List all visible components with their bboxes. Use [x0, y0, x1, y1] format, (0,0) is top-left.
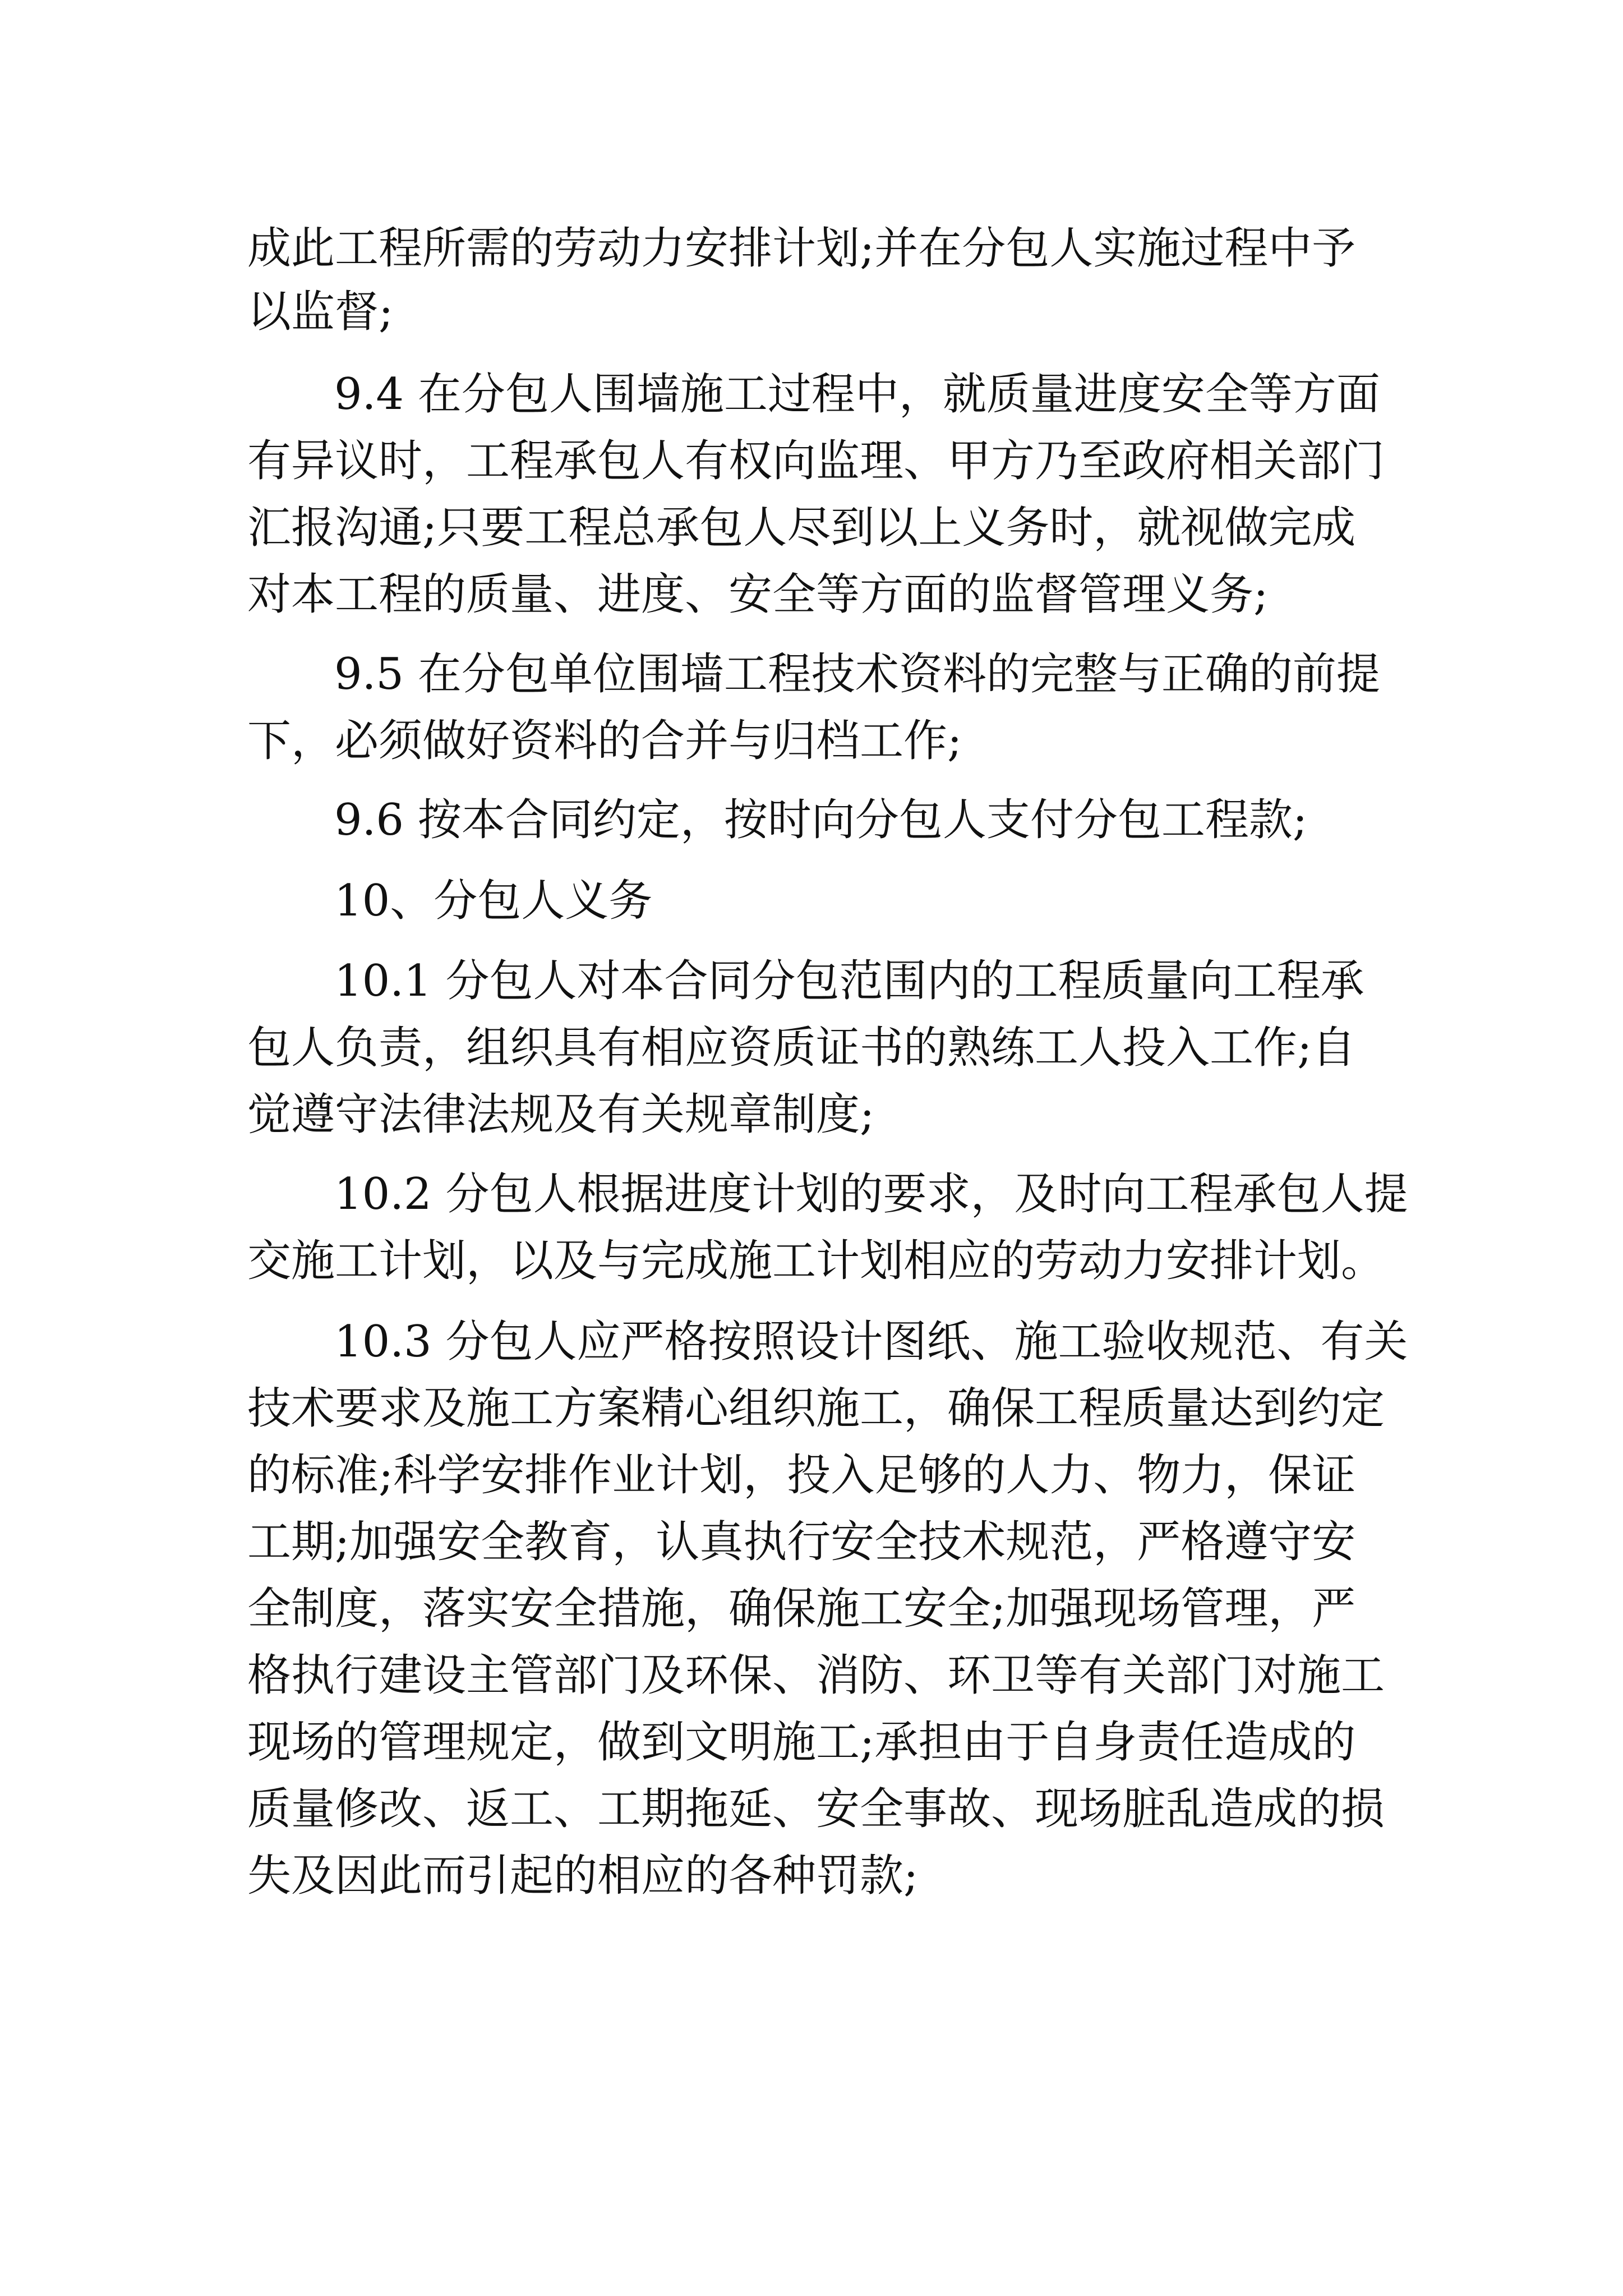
text-line: 质量修改、返工、工期拖延、安全事故、现场脏乱造成的损	[247, 1784, 1385, 1834]
text-line: 工期;加强安全教育，认真执行安全技术规范，严格遵守安	[247, 1517, 1356, 1567]
clause-9-6-line: 9.6 按本合同约定，按时向分包人支付分包工程款;	[334, 795, 1308, 845]
clause-10-1-line: 10.1 分包人对本合同分包范围内的工程质量向工程承	[334, 956, 1364, 1006]
text-line: 有异议时，工程承包人有权向监理、甲方乃至政府相关部门	[247, 436, 1385, 486]
section-heading-10: 10、分包人义务	[334, 876, 653, 926]
text-line: 技术要求及施工方案精心组织施工，确保工程质量达到约定	[247, 1383, 1385, 1434]
text-line: 下，必须做好资料的合并与归档工作;	[247, 716, 962, 766]
text-line: 全制度，落实安全措施，确保施工安全;加强现场管理，严	[247, 1584, 1356, 1634]
text-line: 成此工程所需的劳动力安排计划;并在分包人实施过程中予	[247, 223, 1356, 274]
text-line: 对本工程的质量、进度、安全等方面的监督管理义务;	[247, 569, 1269, 620]
text-line: 的标准;科学安排作业计划，投入足够的人力、物力，保证	[247, 1450, 1356, 1501]
clause-9-4-line: 9.4 在分包人围墙施工过程中，就质量进度安全等方面	[334, 369, 1380, 420]
clause-9-5-line: 9.5 在分包单位围墙工程技术资料的完整与正确的前提	[334, 649, 1380, 700]
clause-10-3-line: 10.3 分包人应严格按照设计图纸、施工验收规范、有关	[334, 1317, 1408, 1367]
text-line: 格执行建设主管部门及环保、消防、环卫等有关部门对施工	[247, 1650, 1385, 1701]
text-line: 汇报沟通;只要工程总承包人尽到以上义务时，就视做完成	[247, 503, 1356, 553]
text-line: 以监督;	[247, 287, 394, 337]
text-line: 交施工计划，以及与完成施工计划相应的劳动力安排计划。	[247, 1236, 1385, 1286]
text-line: 包人负责，组织具有相应资质证书的熟练工人投入工作;自	[247, 1023, 1356, 1073]
text-line: 现场的管理规定，做到文明施工;承担由于自身责任造成的	[247, 1717, 1356, 1768]
clause-10-2-line: 10.2 分包人根据进度计划的要求，及时向工程承包人提	[334, 1169, 1408, 1220]
text-line: 失及因此而引起的相应的各种罚款;	[247, 1851, 919, 1901]
text-line: 觉遵守法律法规及有关规章制度;	[247, 1089, 875, 1140]
